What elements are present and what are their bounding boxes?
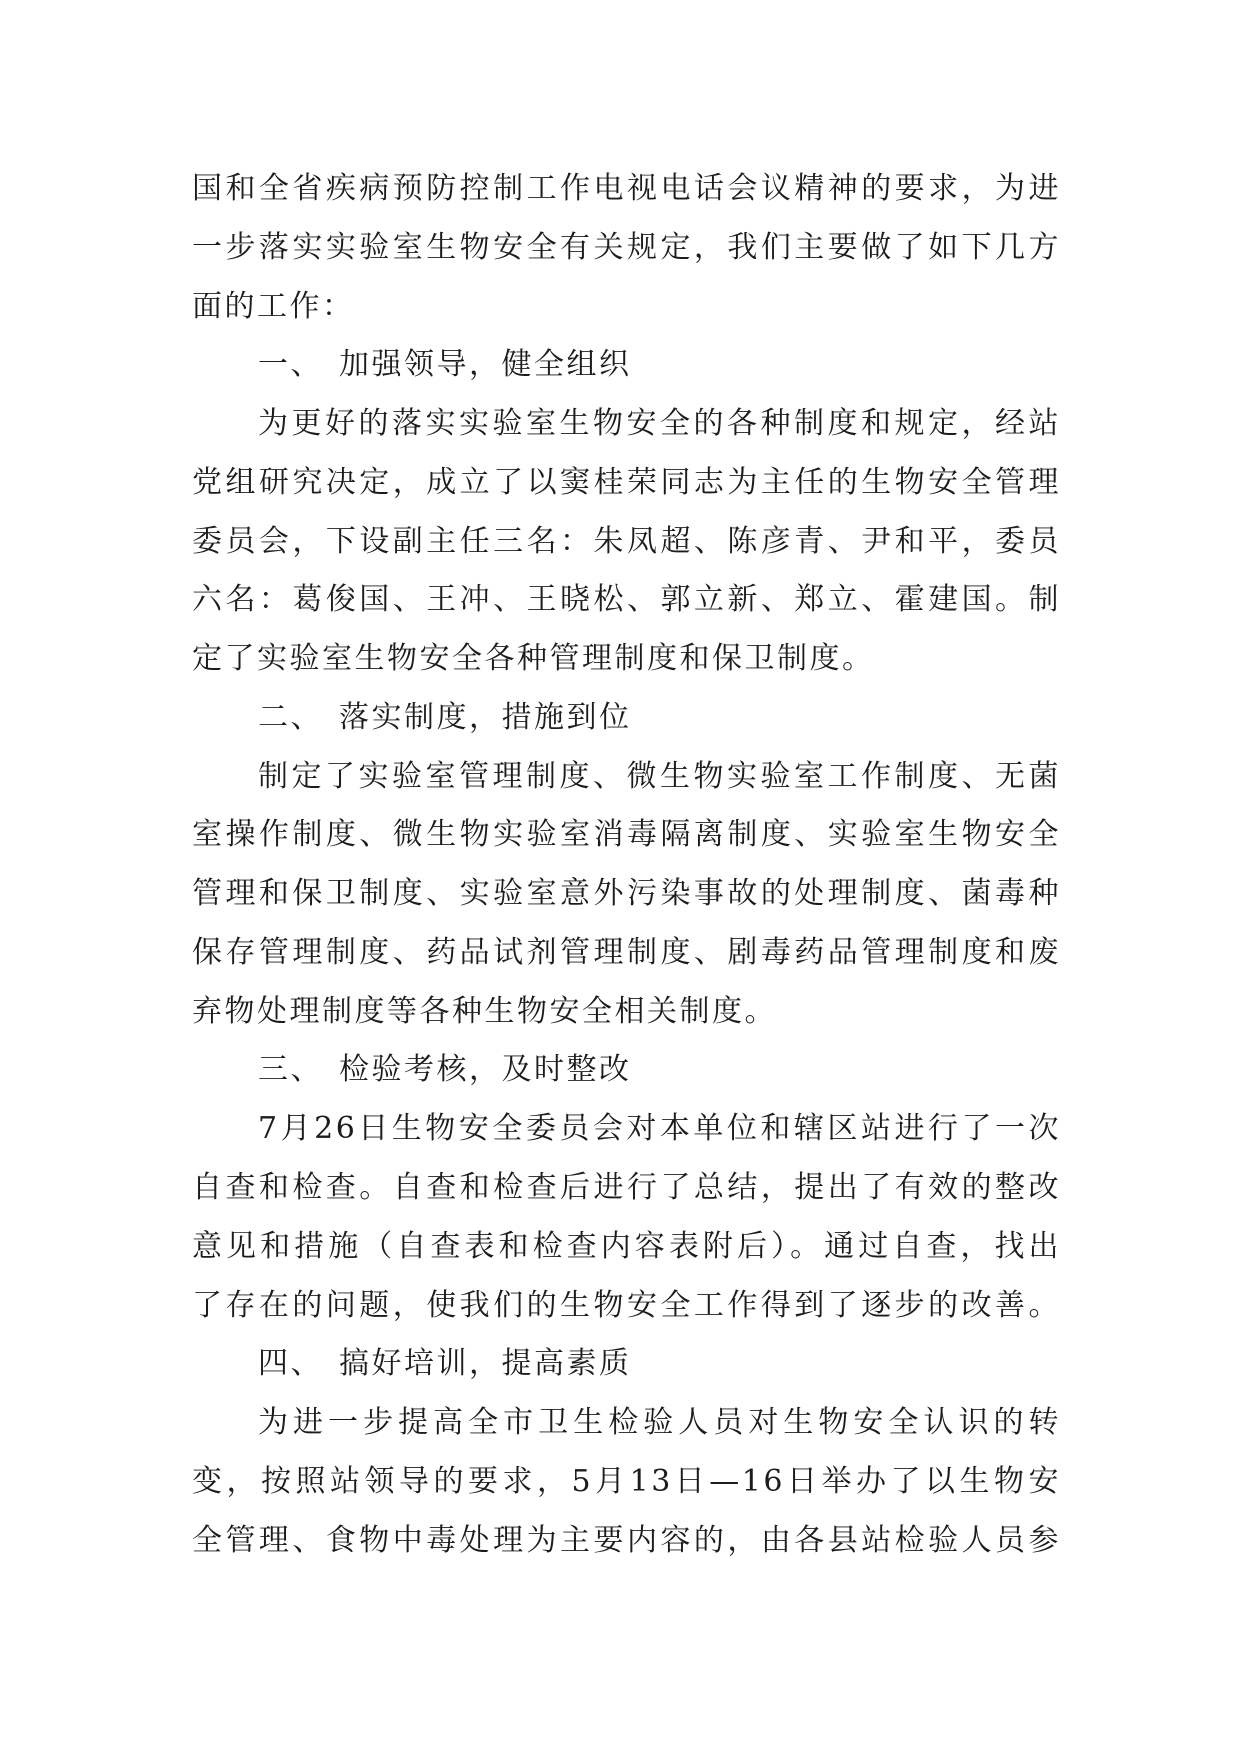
section-number: 一、 xyxy=(258,347,323,383)
section-heading xyxy=(192,1041,1061,1100)
section-number: 二、 xyxy=(258,699,323,735)
paragraph-line: 为进一步提高全市卫生检验人员对生物安全认识的转 xyxy=(258,1405,1061,1441)
paragraph-line: 面的工作： xyxy=(192,288,355,324)
paragraph-line: 国和全省疾病预防控制工作电视电话会议精神的要求，为进 xyxy=(192,171,1061,206)
section-4 xyxy=(192,1335,1061,1570)
section-title: 加强领导，健全组织 xyxy=(339,347,632,383)
paragraph-line: 了存在的问题，使我们的生物安全工作得到了逐步的改善。 xyxy=(192,1287,1061,1323)
paragraph-line: 管理和保卫制度、实验室意外污染事故的处理制度、菌毒种 xyxy=(192,876,1061,912)
section-heading xyxy=(192,1335,1061,1394)
section-2 xyxy=(192,689,1061,1042)
section-number: 四、 xyxy=(258,1346,323,1382)
paragraph-line: 7月26日生物安全委员会对本单位和辖区站进行了一次 xyxy=(258,1111,1061,1147)
paragraph-line: 党组研究决定，成立了以窦桂荣同志为主任的生物安全管理 xyxy=(192,464,1061,500)
section-1 xyxy=(192,336,1061,689)
paragraph-line: 制定了实验室管理制度、微生物实验室工作制度、无菌 xyxy=(258,758,1061,794)
paragraph-line: 弃物处理制度等各种生物安全相关制度。 xyxy=(192,993,777,1029)
section-title: 落实制度，措施到位 xyxy=(339,699,632,735)
paragraph-line: 变，按照站领导的要求，5月13日—16日举办了以生物安 xyxy=(192,1463,1061,1499)
section-3 xyxy=(192,1041,1061,1335)
section-heading xyxy=(192,336,1061,395)
paragraph-line: 自查和检查。自查和检查后进行了总结，提出了有效的整改 xyxy=(192,1170,1061,1206)
intro-paragraph xyxy=(192,160,1061,336)
section-heading xyxy=(192,689,1061,748)
paragraph-line: 六名：葛俊国、王冲、王晓松、郭立新、郑立、霍建国。制 xyxy=(192,582,1061,618)
section-number: 三、 xyxy=(258,1052,323,1088)
section-title: 搞好培训，提高素质 xyxy=(339,1346,632,1382)
paragraph-line: 全管理、食物中毒处理为主要内容的，由各县站检验人员参 xyxy=(192,1522,1061,1558)
paragraph-line: 一步落实实验室生物安全有关规定，我们主要做了如下几方 xyxy=(192,229,1061,265)
paragraph-line: 为更好的落实实验室生物安全的各种制度和规定，经站 xyxy=(258,406,1061,442)
section-title: 检验考核，及时整改 xyxy=(339,1052,632,1088)
paragraph-line: 室操作制度、微生物实验室消毒隔离制度、实验室生物安全 xyxy=(192,817,1061,853)
paragraph-line: 委员会，下设副主任三名：朱凤超、陈彦青、尹和平，委员 xyxy=(192,523,1061,559)
paragraph-line: 意见和措施（自查表和检查内容表附后）。通过自查，找出 xyxy=(192,1228,1061,1264)
paragraph-line: 定了实验室生物安全各种管理制度和保卫制度。 xyxy=(192,641,875,677)
document-page xyxy=(192,160,1061,1570)
paragraph-line: 保存管理制度、药品试剂管理制度、剧毒药品管理制度和废 xyxy=(192,934,1061,970)
